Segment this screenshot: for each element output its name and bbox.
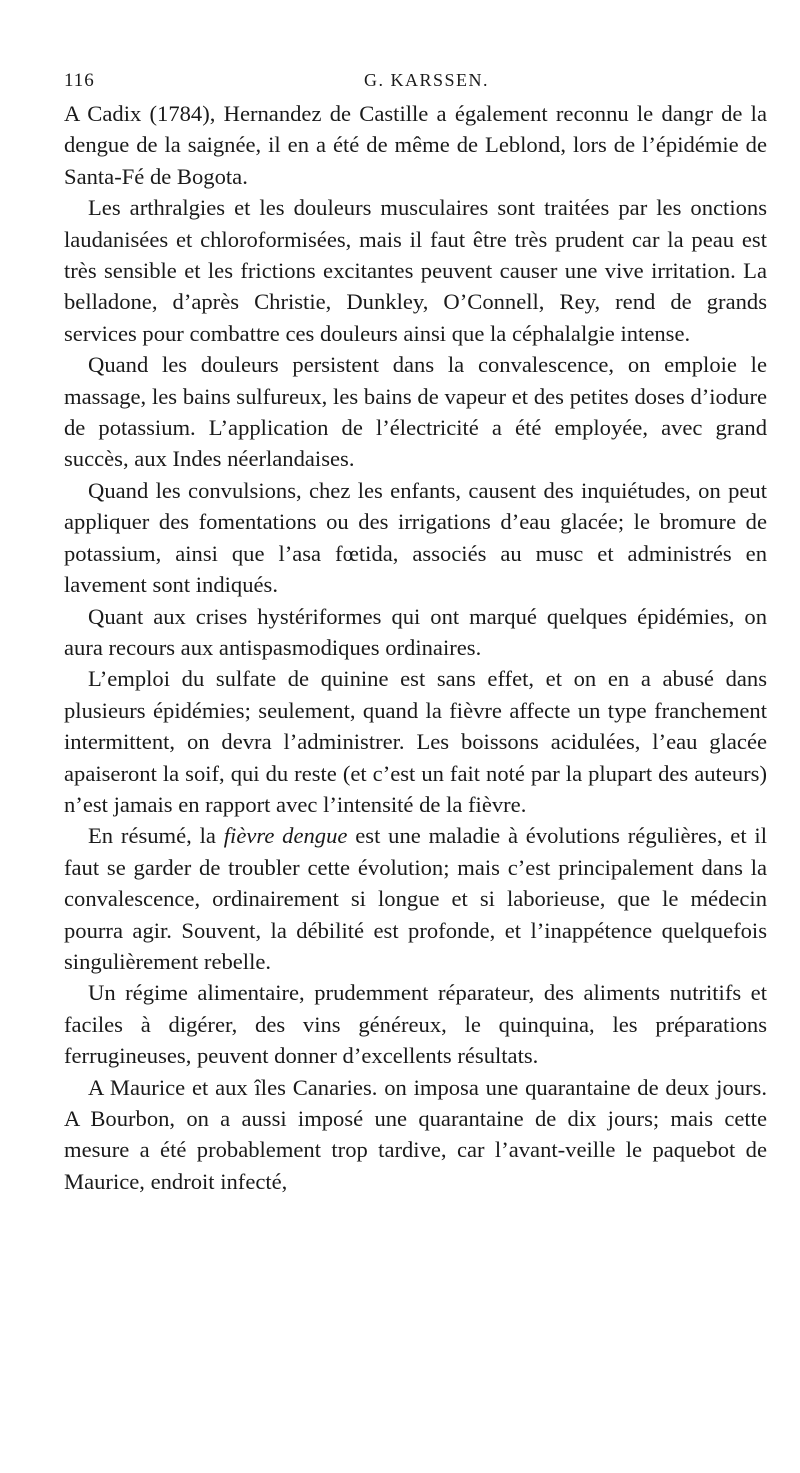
paragraph-convulsions [64, 475, 767, 601]
paragraph-text: A Maurice et aux îles Canaries. on imposa une quarantaine de deux jours. A Bourbon, on a aussi imposé une quarantaine de dix jours; mais cette mesure a été probablement trop tardive, car l’avant-veille le paquebot de Maurice, endroit infecté, [64, 1074, 767, 1194]
paragraph-convalescence [64, 349, 767, 475]
paragraph-text: Quand les convulsions, chez les enfants, causent des inquiétudes, on peut appliquer des fomentations ou des irrigations d’eau glacée; le bromure de potassium, ainsi que l’asa fœtida, associés au musc et administrés en lavement sont indiqués. [64, 477, 767, 598]
paragraph-crises [64, 601, 767, 664]
page-number: 116 [64, 70, 95, 91]
book-page [64, 70, 767, 1197]
running-head [64, 70, 767, 98]
paragraph-cadix [64, 98, 767, 192]
emphasis-fievre-dengue: fièvre dengue [223, 823, 348, 849]
running-title: G. KARSSEN. [364, 70, 490, 90]
paragraph-text-after: est une maladie à évolutions régulières, et il faut se garder de troubler cette évolution; mais c’est principalement dans la convalescence, ordinairement si longue et si laborieuse, que le médecin pourra agir. Souvent, la débilité est profonde, et l’inappétence quelquefois singulièrement rebelle. [64, 823, 767, 974]
paragraph-quinine [64, 663, 767, 820]
body-text [64, 98, 767, 1197]
paragraph-text: A Cadix (1784), Hernandez de Castille a également reconnu le dangr de la dengue de la saignée, il en a été de même de Leblond, lors de l’épidémie de Santa-Fé de Bogota. [64, 101, 767, 189]
paragraph-regime [64, 977, 767, 1071]
paragraph-text: Quand les douleurs persistent dans la convalescence, on emploie le massage, les bains sulfureux, les bains de vapeur et des petites doses d’iodure de potassium. L’application de l’électricité a été employée, avec grand succès, aux Indes néerlandaises. [64, 352, 767, 472]
paragraph-arthralgies [64, 192, 767, 349]
paragraph-resume [64, 820, 767, 977]
paragraph-text: Les arthralgies et les douleurs musculaires sont traitées par les onctions laudanisées et chloroformisées, mais il faut être très prudent car la peau est très sensible et les frictions excitantes peuvent causer une vive irritation. La belladone, d’après Christie, Dunkley, O’Connell, Rey, rend de grands services pour combattre ces douleurs ainsi que la céphalalgie intense. [64, 195, 767, 346]
paragraph-text-before: En résumé, la [88, 823, 224, 849]
paragraph-text: L’emploi du sulfate de quinine est sans effet, et on en a abusé dans plusieurs épidémies; seulement, quand la fièvre affecte un type franchement intermittent, on devra l’administrer. Les boissons acidulées, l’eau glacée apaiseront la soif, qui du reste (et c’est un fait noté par la plupart des auteurs) n’est jamais en rapport avec l’intensité de la fièvre. [64, 666, 767, 817]
paragraph-text: Quant aux crises hystériformes qui ont marqué quelques épidémies, on aura recours aux antispasmodiques ordinaires. [64, 603, 767, 660]
paragraph-text: Un régime alimentaire, prudemment réparateur, des aliments nutritifs et faciles à digérer, des vins généreux, le quinquina, les préparations ferrugineuses, peuvent donner d’excellents résultats. [64, 980, 767, 1069]
paragraph-maurice [64, 1072, 767, 1198]
